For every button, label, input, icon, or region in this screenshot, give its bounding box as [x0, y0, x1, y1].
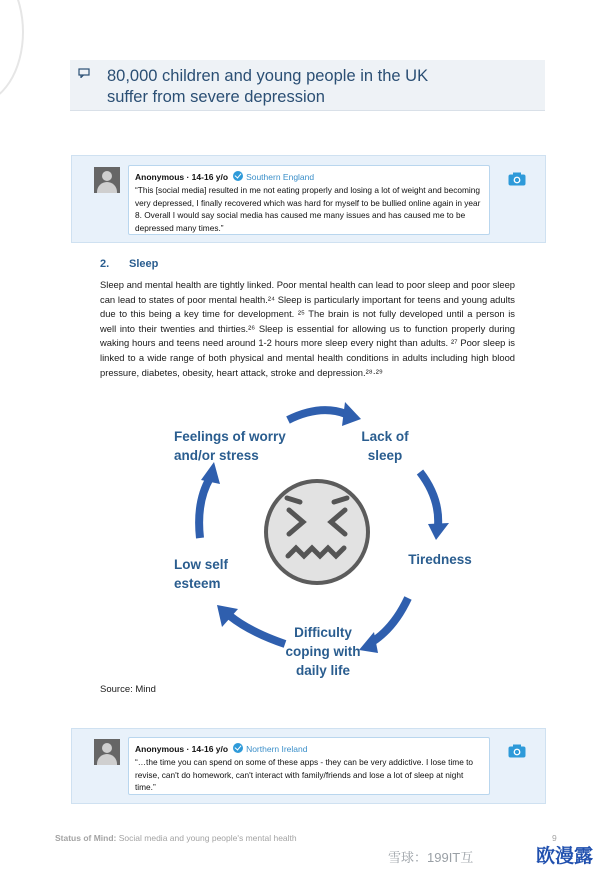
statistic-title [107, 66, 527, 108]
page-number: 9 [552, 833, 557, 843]
verified-icon [233, 743, 243, 753]
section-number: 2. [100, 258, 110, 270]
verified-icon [233, 171, 243, 181]
arrow-difficulty-to-low [230, 616, 285, 644]
watermark-text: 雪球：199IT互 [388, 850, 474, 865]
quote-author: Anonymous [135, 172, 185, 182]
sleep-cycle-diagram [150, 398, 480, 688]
label-low-self-esteem: Low self esteem [174, 557, 229, 591]
section-heading [100, 258, 158, 270]
quote-author: Anonymous [135, 744, 185, 754]
camera-icon [508, 744, 526, 758]
label-difficulty-coping: Difficulty coping with daily life [285, 625, 361, 678]
quote-panel-1 [71, 155, 546, 243]
arrowhead-2 [428, 523, 449, 540]
label-tiredness: Tiredness [408, 552, 472, 567]
quote-meta [135, 171, 314, 182]
section-title: Sleep [129, 258, 159, 270]
quote-age: · 14-16 y/o [184, 744, 229, 754]
footer-subtitle: Social media and young people's mental health [116, 833, 297, 843]
label-lack-of-sleep: Lack of sleep [361, 429, 409, 463]
page-footer [55, 833, 297, 843]
watermark-brand: 欧漫露 [536, 846, 594, 867]
diagram-source: Source: Mind [100, 684, 156, 695]
avatar [94, 739, 120, 765]
arrowhead-5 [201, 462, 220, 484]
decorative-arc [0, 0, 24, 104]
stressed-face-icon [264, 479, 370, 585]
title-line-1: 80,000 children and young people in the UK [107, 67, 429, 85]
quote-panel-2 [71, 728, 546, 804]
quote-location: Southern England [246, 172, 315, 182]
label-feelings-of-worry: Feelings of worry and/or stress [174, 429, 286, 463]
title-line-2: suffer from severe depression [107, 88, 325, 106]
avatar [94, 167, 120, 193]
speech-bubble-icon [78, 68, 90, 78]
quote-text: “This [social media] resulted in me not eating properly and losing a lot of weight and becoming very depressed, I finally recovered which was hard for myself to be bullied online again in year 8. Overall I would say social media has caused me many issues and has caused me to be depressed many times.” [135, 185, 481, 233]
quote-location: Northern Ireland [246, 744, 308, 754]
arrow-low-to-worry [199, 478, 210, 538]
camera-icon [508, 172, 526, 186]
quote-text: “…the time you can spend on some of these apps - they can be very addictive. I lose time to revise, can't do homework, can't interact with family/friends and lose a lot of sleep at night time.” [135, 757, 474, 793]
body-paragraph: Sleep and mental health are tightly linked. Poor mental health can lead to poor sleep and poor sleep can lead to states of poor mental health.²⁴ Sleep is particularly important for teens and young adults due to this being a key time for development. ²⁵ The brain is not fully developed until a person is well into their twenties and thirties.²⁶ Sleep is essential for allowing us to function properly during waking hours and teens need around 1-2 hours more sleep every night than adults. ²⁷ Poor sleep is linked to a wide range of both physical and mental health conditions in adults including high blood pressure, diabetes, obesity, heart attack, stroke and depression.²⁸·²⁹ [100, 279, 515, 378]
quote-meta [135, 743, 307, 754]
arrow-lack-to-tiredness [420, 472, 438, 526]
statistic-header [70, 60, 545, 111]
arrowhead-1 [342, 402, 361, 426]
arrow-worry-to-lack [288, 410, 346, 420]
quote-card [128, 165, 490, 235]
arrow-tiredness-to-difficulty [372, 598, 408, 642]
footer-title: Status of Mind: [55, 833, 117, 843]
quote-card [128, 737, 490, 795]
quote-age: · 14-16 y/o [184, 172, 229, 182]
